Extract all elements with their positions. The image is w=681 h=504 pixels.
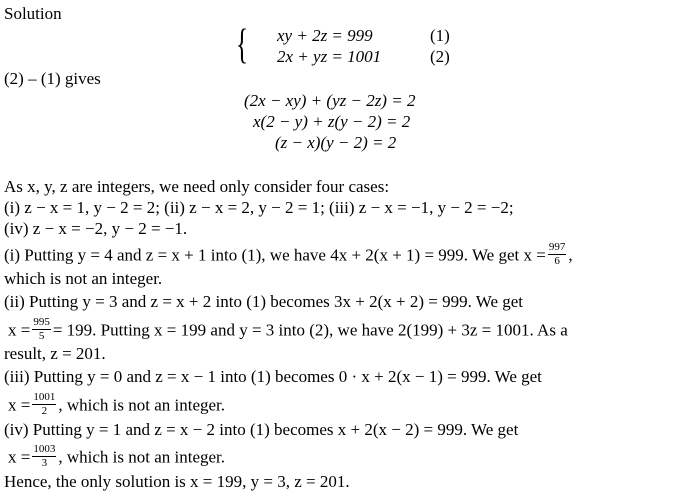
case-4-pre: x = — [8, 447, 31, 467]
solution-heading: Solution — [4, 4, 62, 23]
case-3-denominator: 2 — [41, 405, 48, 417]
case-1-line-1 — [4, 241, 573, 269]
case-4-denominator: 3 — [41, 457, 48, 469]
case-1-fraction — [548, 242, 567, 267]
case-3-pre: x = — [8, 395, 31, 415]
derivation-step-2: x(2 − y) + z(y − 2) = 2 — [253, 112, 411, 131]
derivation-step-3: (z − x)(y − 2) = 2 — [275, 133, 397, 152]
case-3-line-2 — [8, 391, 226, 419]
case-1-text: (i) Putting y = 4 and z = x + 1 into (1), we have 4x + 2(x + 1) = 999. We get x = — [4, 245, 546, 265]
case-1-line-2: which is not an integer. — [4, 269, 163, 288]
case-2-pre: x = — [8, 320, 31, 340]
equation-1-tag: (1) — [430, 26, 450, 45]
case-2-line-3: result, z = 201. — [4, 344, 106, 363]
case-4-numerator: 1003 — [33, 443, 56, 455]
case-2-line-2 — [8, 316, 568, 344]
case-3-line-1: (iii) Putting y = 0 and z = x − 1 into (1) becomes 0 · x + 2(x − 1) = 999. We get — [4, 367, 542, 386]
case-1-denominator: 6 — [554, 255, 560, 267]
derivation-step-1: (2x − xy) + (yz − 2z) = 2 — [244, 91, 416, 110]
case-2-denominator: 5 — [38, 330, 45, 342]
equation-2: 2x + yz = 1001 — [277, 47, 382, 66]
case-4-post: , which is not an integer. — [58, 447, 226, 467]
case-4-line-1: (iv) Putting y = 1 and z = x − 2 into (1) becomes x + 2(x − 2) = 999. We get — [4, 420, 519, 439]
case-4-line-2 — [8, 443, 226, 471]
case-2-fraction — [32, 317, 51, 342]
case-1-numerator: 997 — [548, 241, 566, 253]
equation-2-tag: (2) — [430, 47, 450, 66]
equation-1: xy + 2z = 999 — [277, 26, 373, 45]
cases-intro: As x, y, z are integers, we need only consider four cases: — [4, 177, 390, 196]
case-2-numerator: 995 — [33, 316, 50, 328]
case-2-post: = 199. Putting x = 199 and y = 3 into (2), we have 2(199) + 3z = 1001. As a — [52, 320, 568, 340]
system-brace: { — [236, 22, 249, 68]
cases-line-2: (iv) z − x = −2, y − 2 = −1. — [4, 219, 188, 238]
case-3-numerator: 1001 — [33, 391, 56, 403]
subtract-label: (2) – (1) gives — [4, 69, 101, 88]
case-4-fraction — [32, 444, 56, 469]
cases-line-1: (i) z − x = 1, y − 2 = 2; (ii) z − x = 2, y − 2 = 1; (iii) z − x = −1, y − 2 = −2; — [4, 198, 514, 217]
case-3-fraction — [32, 392, 56, 417]
conclusion: Hence, the only solution is x = 199, y = 3, z = 201. — [4, 472, 350, 491]
case-3-post: , which is not an integer. — [58, 395, 226, 415]
case-2-line-1: (ii) Putting y = 3 and z = x + 2 into (1) becomes 3x + 2(x + 2) = 999. We get — [4, 292, 524, 311]
case-1-comma: , — [568, 245, 573, 265]
